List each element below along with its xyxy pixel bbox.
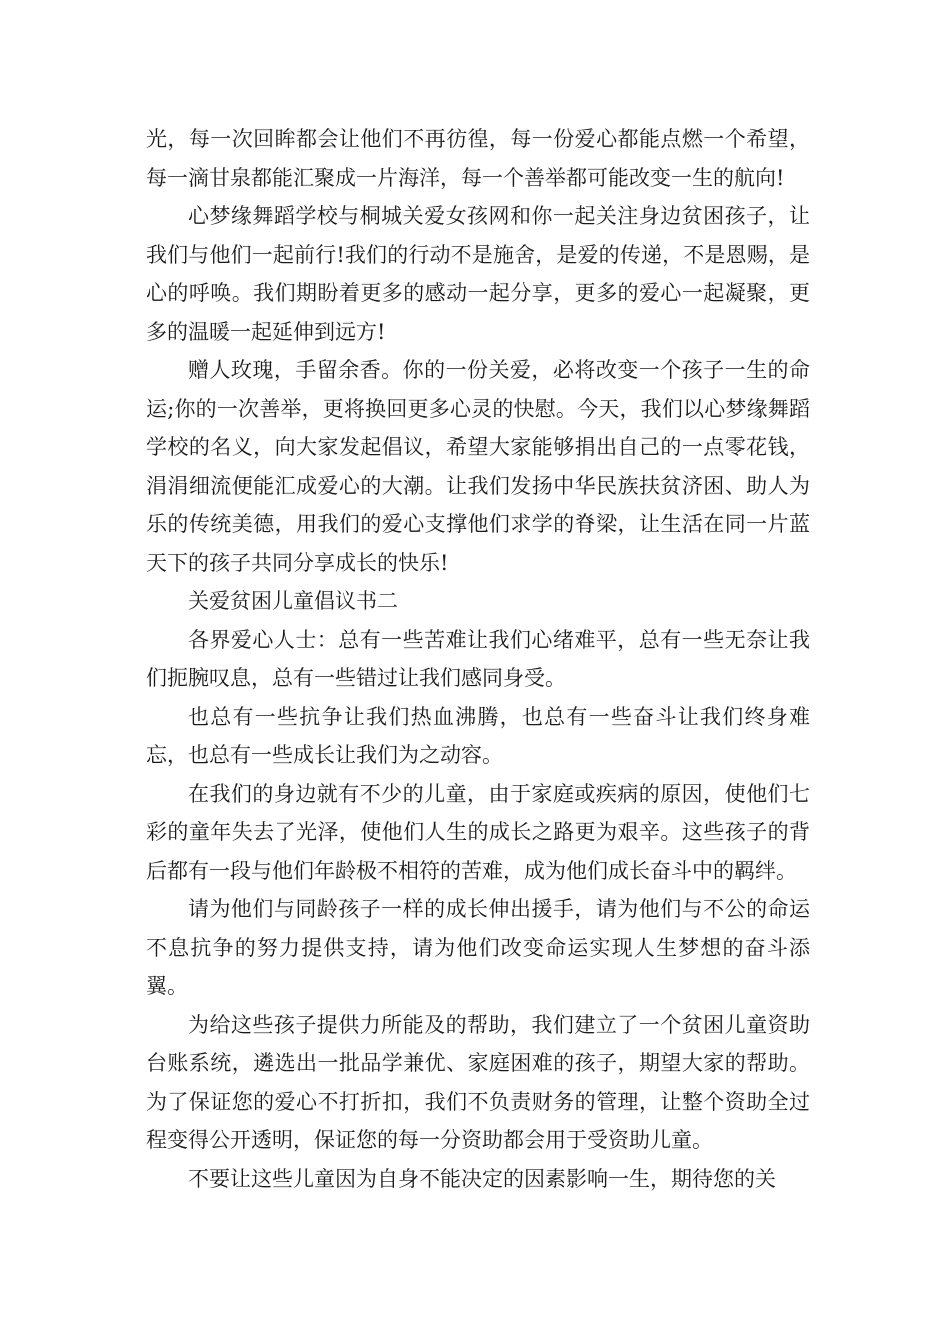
paragraph-continuation: 光，每一次回眸都会让他们不再彷徨，每一份爱心都能点燃一个希望，每一滴甘泉都能汇聚成一片海洋，每一个善举都可能改变一生的航向! — [146, 127, 810, 190]
section-title-proposal-two: 关爱贫困儿童倡议书二 — [188, 589, 398, 613]
paragraph-call-for-help: 请为他们与同龄孩子一样的成长伸出援手，请为他们与不公的命运不息抗争的努力提供支持，请为他们改变命运实现人生梦想的奋斗添翼。 — [146, 897, 810, 998]
document-body — [146, 120, 810, 1198]
paragraph-salutation: 各界爱心人士：总有一些苦难让我们心绪难平，总有一些无奈让我们扼腕叹息，总有一些错过让我们感同身受。 — [146, 627, 810, 690]
paragraph-rose-appeal: 赠人玫瑰，手留余香。你的一份关爱，必将改变一个孩子一生的命运;你的一次善举，更将换回更多心灵的快慰。今天，我们以心梦缘舞蹈学校的名义，向大家发起倡议，希望大家能够捐出自己的一点零花钱，涓涓细流便能汇成爱心的大潮。让我们发扬中华民族扶贫济困、助人为乐的传统美德，用我们的爱心支撑他们求学的脊梁，让生活在同一片蓝天下的孩子共同分享成长的快乐! — [146, 358, 810, 575]
paragraph-children-hardship: 在我们的身边就有不少的儿童，由于家庭或疾病的原因，使他们七彩的童年失去了光泽，使他们人生的成长之路更为艰辛。这些孩子的背后都有一段与他们年龄极不相符的苦难，成为他们成长奋斗中的羁绊。 — [146, 781, 810, 883]
paragraph-ledger-system: 为给这些孩子提供力所能及的帮助，我们建立了一个贫困儿童资助台账系统，遴选出一批品学兼优、家庭困难的孩子，期望大家的帮助。为了保证您的爱心不打折扣，我们不负责财务的管理，让整个资助全过程变得公开透明，保证您的每一分资助都会用于受资助儿童。 — [146, 1012, 810, 1152]
paragraph-xinmengyuan-intro: 心梦缘舞蹈学校与桐城关爱女孩网和你一起关注身边贫困孩子，让我们与他们一起前行!我们的行动不是施舍，是爱的传递，不是恩赐，是心的呼唤。我们期盼着更多的感动一起分享，更多的爱心一起凝聚，更多的温暖一起延伸到远方! — [146, 204, 810, 344]
paragraph-struggle: 也总有一些抗争让我们热血沸腾，也总有一些奋斗让我们终身难忘，也总有一些成长让我们为之动容。 — [146, 704, 810, 767]
paragraph-closing-fragment: 不要让这些儿童因为自身不能决定的因素影响一生，期待您的关 — [188, 1166, 776, 1191]
